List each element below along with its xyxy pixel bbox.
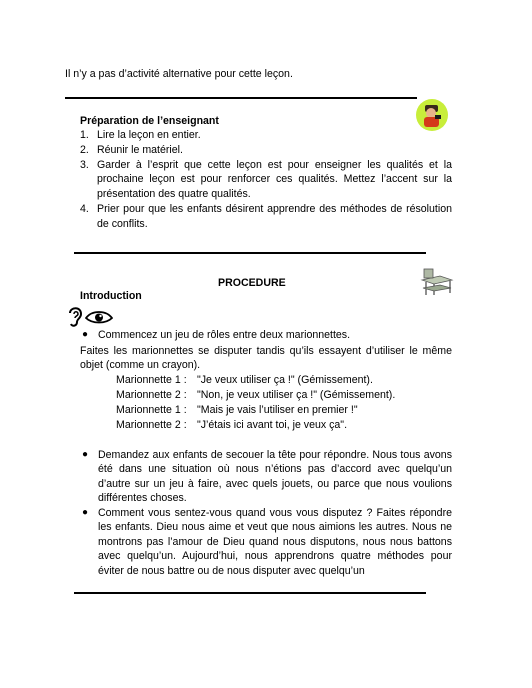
speaker: Marionnette 1 :	[116, 404, 187, 416]
speech: "Je veux utiliser ça !" (Gémissement).	[197, 374, 373, 386]
preparation-list	[80, 128, 452, 232]
divider	[65, 97, 417, 99]
teacher-icon	[415, 98, 449, 132]
bullet-text: Demandez aux enfants de secouer la tête pour répondre. Nous tous avons été dans une situation où nous n’étions pas d’accord avec quelqu’un d’autre sur un jeu à faire, avec quels jouets, ou parce que nous voulions différentes choses.	[98, 449, 452, 505]
introduction-heading: Introduction	[80, 290, 142, 302]
intro-note: Il n’y a pas d’activité alternative pour cette leçon.	[65, 68, 293, 80]
ear-icon	[66, 304, 84, 328]
speaker: Marionnette 2 :	[116, 389, 187, 401]
preparation-title: Préparation de l’enseignant	[80, 115, 219, 127]
classroom-desk-icon	[420, 268, 454, 296]
speaker: Marionnette 1 :	[116, 374, 187, 386]
bullet-marker: ●	[82, 449, 89, 460]
list-item: 1. Lire la leçon en entier.	[80, 129, 201, 141]
procedure-title: PROCEDURE	[218, 277, 286, 289]
speech: "Mais je vais l’utiliser en premier !"	[197, 404, 358, 416]
divider	[74, 252, 426, 254]
list-item: 3. Garder à l’esprit que cette leçon est pour enseigner les qualités et la prochaine leçon est pour renforcer ces qualités. Mettez l’accent sur la présentation des quatre qualités.	[80, 158, 452, 201]
bullet-marker: ●	[82, 329, 89, 340]
speaker: Marionnette 2 :	[116, 419, 187, 431]
paragraph: Faites les marionnettes se disputer tandis qu’ils essayent d’utiliser le même objet (comme un crayon).	[80, 345, 452, 372]
list-item: 4. Prier pour que les enfants désirent apprendre des méthodes de résolution de conflits.	[80, 202, 452, 230]
bullet-text: Comment vous sentez-vous quand vous vous disputez ? Faites répondre les enfants. Dieu nous aime et veut que nous aimions les autres. Nous ne montrons pas l’amour de Dieu quand nous disputons, nous nous battons avec quelqu’un. Aujourd’hui, nous apprendrons quatre méthodes pour éviter de nous battre ou de nous disputer avec quelqu’un	[98, 507, 452, 577]
speech: "Non, je veux utiliser ça !" (Gémissement).	[197, 389, 396, 401]
speech: "J’étais ici avant toi, je veux ça".	[197, 419, 348, 431]
bullet-text: Commencez un jeu de rôles entre deux marionnettes.	[98, 329, 351, 341]
bullet-marker: ●	[82, 507, 89, 518]
list-item: 2. Réunir le matériel.	[80, 143, 183, 156]
divider	[74, 592, 426, 594]
eye-icon	[85, 309, 113, 325]
